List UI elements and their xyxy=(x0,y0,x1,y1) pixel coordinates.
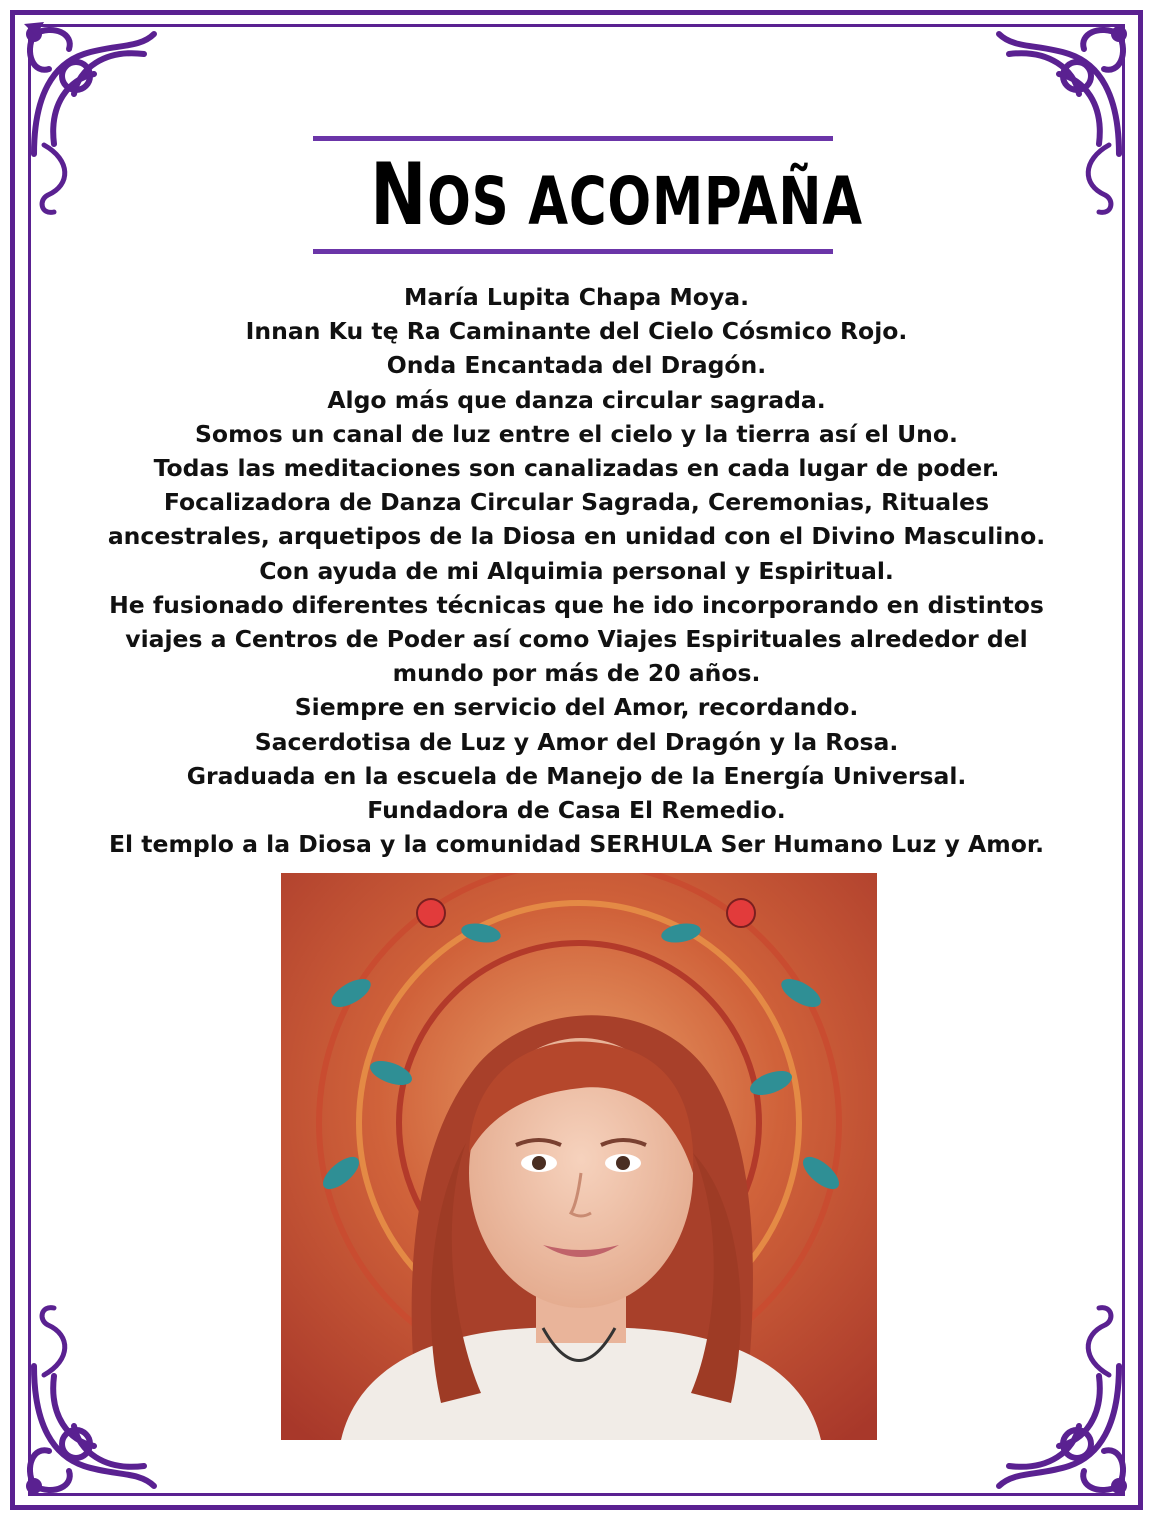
bio-line: Onda Encantada del Dragón. xyxy=(386,351,767,380)
bio-line: Graduada en la escuela de Manejo de la Energía Universal. xyxy=(186,761,967,790)
bio-line: Algo más que danza circular sagrada. xyxy=(327,385,826,414)
side-flourish-icon xyxy=(1077,140,1117,230)
page-title xyxy=(370,141,863,256)
title-word-2: ACOMPAÑA xyxy=(528,163,863,240)
bio-line: Somos un canal de luz entre el cielo y la tierra así el Uno. xyxy=(195,419,958,448)
bio-line: Fundadora de Casa El Remedio. xyxy=(367,796,786,825)
bio-line: mundo por más de 20 años. xyxy=(392,659,761,688)
bio-line: María Lupita Chapa Moya. xyxy=(403,283,750,311)
bio-line: ancestrales, arquetipos de la Diosa en unidad con el Divino Masculino. xyxy=(107,522,1046,551)
portrait-photo xyxy=(281,873,877,1440)
bio-line: Focalizadora de Danza Circular Sagrada, Ceremonias, Rituales xyxy=(163,488,990,517)
bio-line: El templo a la Diosa y la comunidad SERHULA Ser Humano Luz y Amor. xyxy=(108,830,1045,859)
bio-line: Siempre en servicio del Amor, recordando. xyxy=(294,693,859,722)
title-word-1: OS xyxy=(427,163,510,240)
side-flourish-icon xyxy=(36,1290,76,1380)
bio-line: viajes a Centros de Poder así como Viajes Espirituales alrededor del xyxy=(125,625,1028,654)
title-initial: N xyxy=(370,145,428,245)
bio-line: Todas las meditaciones son canalizadas en cada lugar de poder. xyxy=(153,454,1000,483)
side-flourish-icon xyxy=(1077,1290,1117,1380)
bio-line: Sacerdotisa de Luz y Amor del Dragón y la Rosa. xyxy=(254,727,899,756)
bio-line: He fusionado diferentes técnicas que he ido incorporando en distintos xyxy=(109,590,1044,619)
bio-line: Innan Ku tę Ra Caminante del Cielo Cósmico Rojo. xyxy=(245,317,908,346)
page-title-banner xyxy=(313,136,863,254)
bio-text xyxy=(40,280,1113,861)
side-flourish-icon xyxy=(36,140,76,230)
bio-line: Con ayuda de mi Alquimia personal y Espiritual. xyxy=(259,556,894,585)
